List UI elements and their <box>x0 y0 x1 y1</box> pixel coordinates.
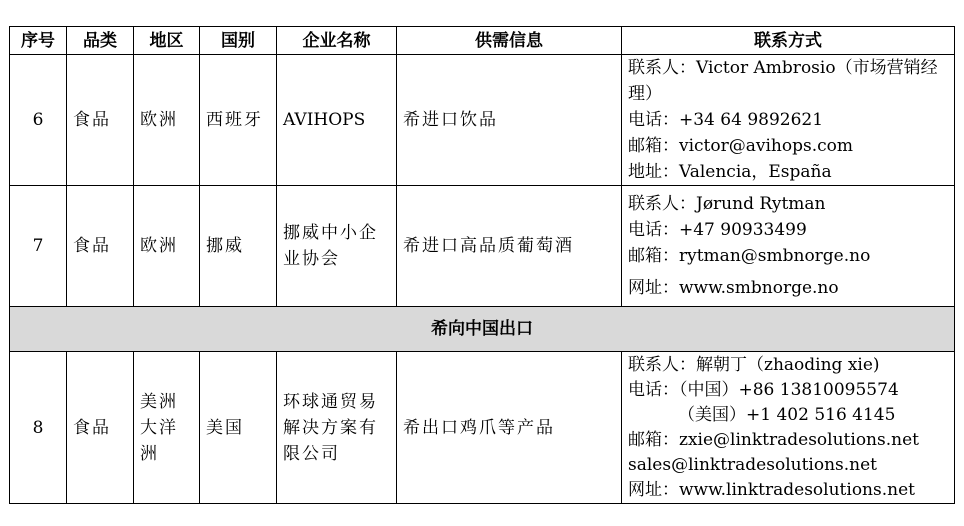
contact-email: 邮箱：victor@avihops.com <box>628 136 854 156</box>
header-contact: 联系方式 <box>622 27 955 55</box>
row-no: 8 <box>10 352 67 504</box>
header-region: 地区 <box>134 27 200 55</box>
row-contact <box>622 186 955 307</box>
contact-address: 地址：Valencia，España <box>628 162 832 182</box>
row-company: AVIHOPS <box>277 55 397 186</box>
row-category: 食品 <box>67 55 134 186</box>
row-no: 7 <box>10 186 67 307</box>
row-info: 希出口鸡爪等产品 <box>397 352 622 504</box>
header-row <box>10 27 955 55</box>
row-category: 食品 <box>67 186 134 307</box>
contact-person: 联系人：解朝丁（zhaoding xie) <box>628 354 880 375</box>
contact-website: 网址：www.linktradesolutions.net <box>628 479 915 500</box>
contact-person: 联系人：Jørund Rytman <box>628 194 826 214</box>
table-row <box>10 186 955 307</box>
table-row <box>10 352 955 504</box>
row-country: 美国 <box>200 352 277 504</box>
contact-website: 网址：www.smbnorge.no <box>628 278 839 298</box>
header-no: 序号 <box>10 27 67 55</box>
row-country: 挪威 <box>200 186 277 307</box>
contact-email: 邮箱：zxie@linktradesolutions.net <box>628 429 919 450</box>
row-info: 希进口饮品 <box>397 55 622 186</box>
row-country: 西班牙 <box>200 55 277 186</box>
header-country: 国别 <box>200 27 277 55</box>
row-company: 环球通贸易解决方案有限公司 <box>277 352 397 504</box>
contact-phone-us: （美国）+1 402 516 4145 <box>678 404 896 425</box>
row-region: 美洲大洋洲 <box>134 352 200 504</box>
row-region: 欧洲 <box>134 55 200 186</box>
contact-phone-cn: 电话：（中国）+86 13810095574 <box>628 379 899 400</box>
contact-phone: 电话：+34 64 9892621 <box>628 110 824 130</box>
section-title: 希向中国出口 <box>10 307 955 352</box>
row-contact <box>622 55 955 186</box>
row-no: 6 <box>10 55 67 186</box>
row-contact <box>622 352 955 504</box>
supply-demand-table <box>9 26 955 504</box>
contact-phone: 电话：+47 90933499 <box>628 220 807 240</box>
contact-email-2: sales@linktradesolutions.net <box>628 454 878 475</box>
header-category: 品类 <box>67 27 134 55</box>
row-info: 希进口高品质葡萄酒 <box>397 186 622 307</box>
header-info: 供需信息 <box>397 27 622 55</box>
contact-person: 联系人：Victor Ambrosio（市场营销经理） <box>628 58 938 104</box>
contact-email: 邮箱：rytman@smbnorge.no <box>628 246 871 266</box>
table-row <box>10 55 955 186</box>
row-company: 挪威中小企业协会 <box>277 186 397 307</box>
row-category: 食品 <box>67 352 134 504</box>
header-company: 企业名称 <box>277 27 397 55</box>
row-region: 欧洲 <box>134 186 200 307</box>
section-row <box>10 307 955 352</box>
